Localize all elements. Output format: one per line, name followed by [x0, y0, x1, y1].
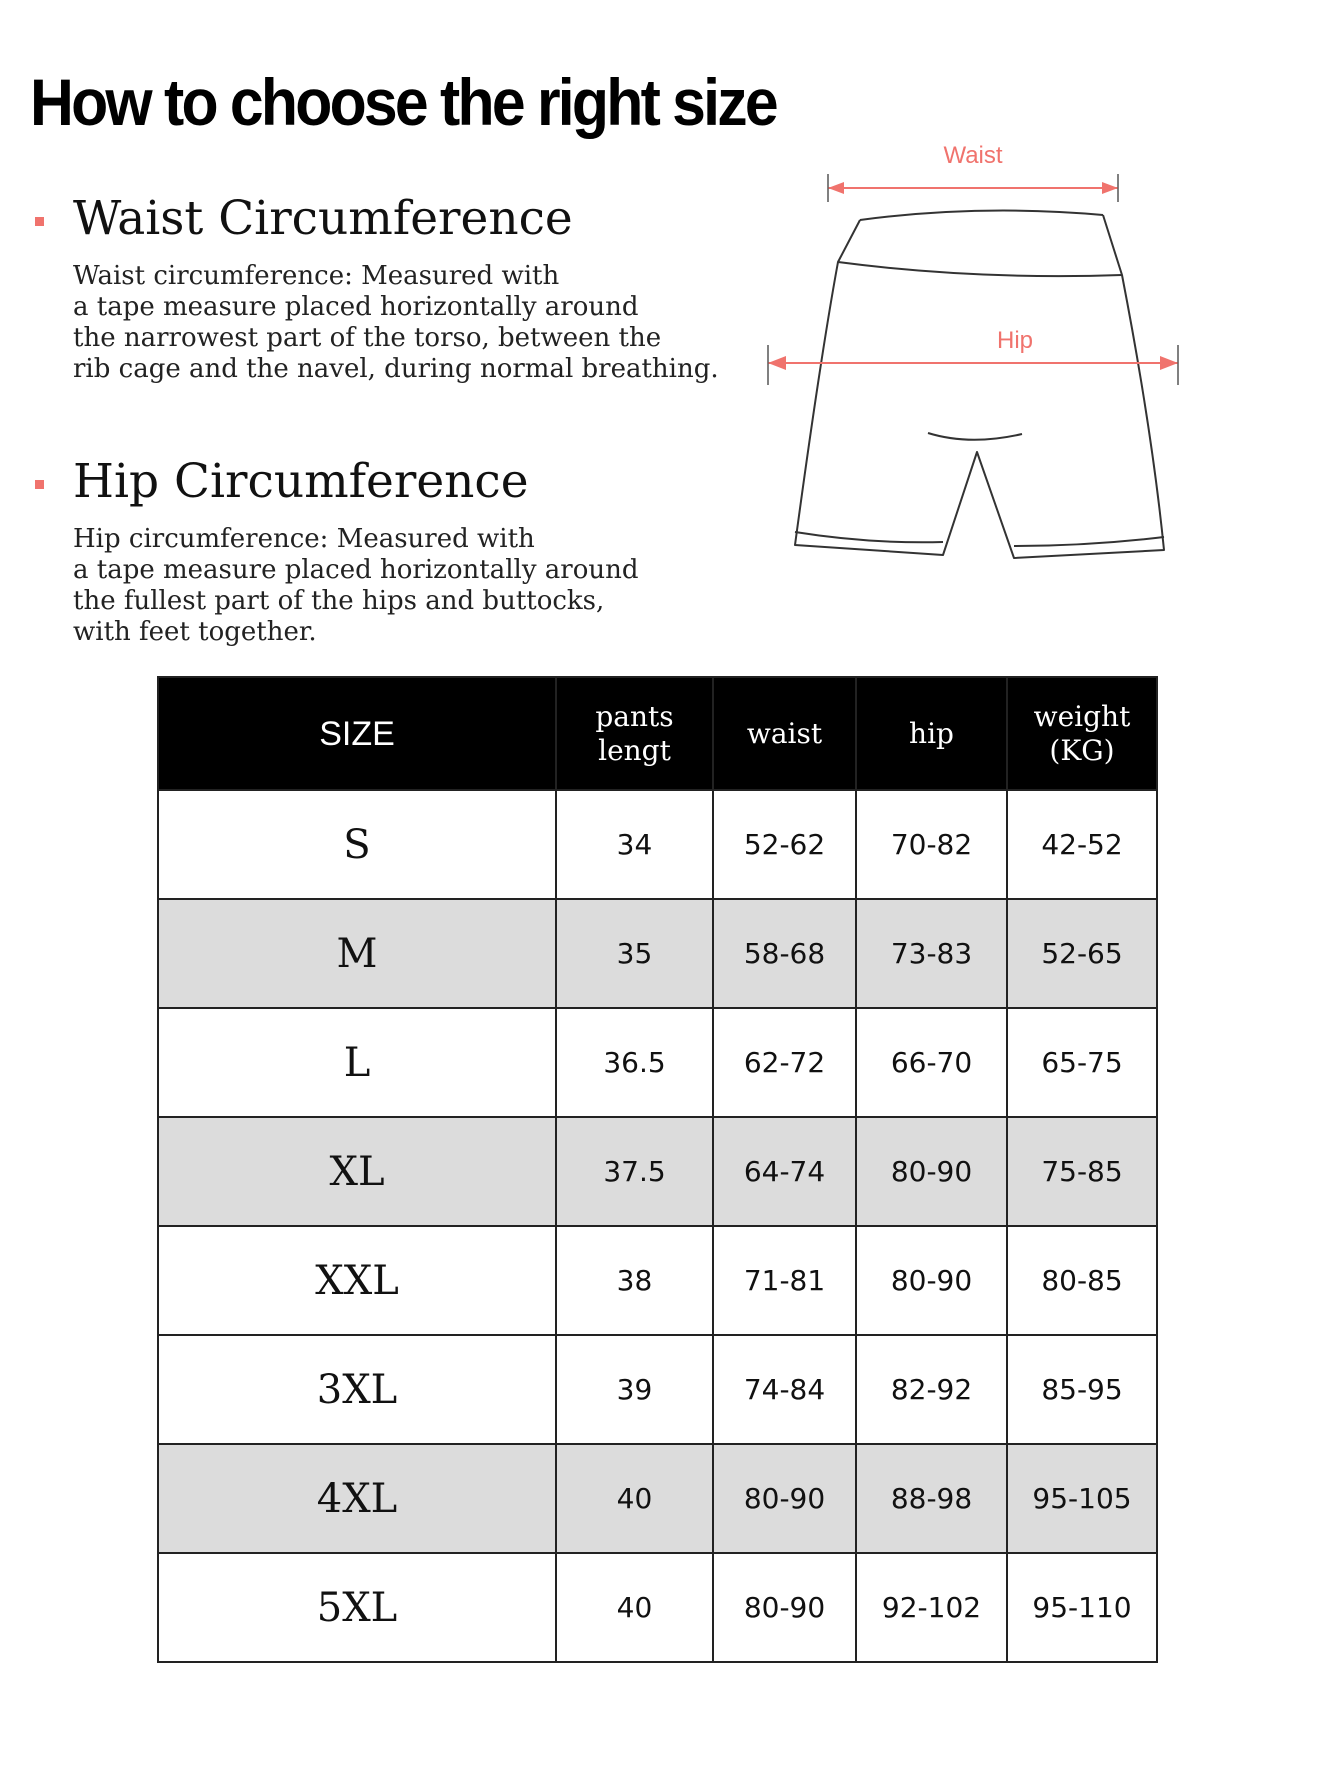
- waist-heading: Waist Circumference: [73, 191, 573, 246]
- header-size: [158, 677, 556, 790]
- table-cell: 64-74: [713, 1117, 856, 1226]
- table-cell: 80-90: [856, 1117, 1007, 1226]
- table-cell: 75-85: [1007, 1117, 1157, 1226]
- arrow-head-icon: [1160, 356, 1178, 370]
- table-header-row: [158, 677, 1157, 790]
- hip-line: with feet together.: [73, 617, 317, 647]
- table-cell: 71-81: [713, 1226, 856, 1335]
- table-cell: 42-52: [1007, 790, 1157, 899]
- bullet-icon: [35, 217, 44, 226]
- table-cell: 70-82: [856, 790, 1007, 899]
- table-cell: 92-102: [856, 1553, 1007, 1662]
- table-cell: 62-72: [713, 1008, 856, 1117]
- hip-label: Hip: [996, 327, 1034, 354]
- header-label: hip: [909, 716, 954, 750]
- size-cell: XXL: [158, 1226, 556, 1335]
- table-row: [158, 1008, 1157, 1117]
- header-pants-length: [556, 677, 713, 790]
- table-cell: 80-85: [1007, 1226, 1157, 1335]
- waist-line: rib cage and the navel, during normal breathing.: [73, 354, 719, 384]
- table-row: [158, 1335, 1157, 1444]
- size-chart-table: [157, 676, 1158, 1663]
- table-row: [158, 1553, 1157, 1662]
- table-cell: 35: [556, 899, 713, 1008]
- size-cell: 4XL: [158, 1444, 556, 1553]
- hip-line: Hip circumference: Measured with: [73, 524, 535, 554]
- size-cell: L: [158, 1008, 556, 1117]
- hip-heading: Hip Circumference: [73, 454, 529, 509]
- page-title: How to choose the right size: [30, 65, 776, 139]
- size-cell: S: [158, 790, 556, 899]
- table-row: [158, 1226, 1157, 1335]
- shorts-diagram: [760, 130, 1200, 590]
- table-cell: 36.5: [556, 1008, 713, 1117]
- table-cell: 52-62: [713, 790, 856, 899]
- table-cell: 38: [556, 1226, 713, 1335]
- header-weight: [1007, 677, 1157, 790]
- header-hip: [856, 677, 1007, 790]
- arrow-head-icon: [768, 356, 786, 370]
- hip-description: [73, 524, 753, 648]
- shorts-outline: [795, 211, 1164, 558]
- table-cell: 40: [556, 1444, 713, 1553]
- table-cell: 95-110: [1007, 1553, 1157, 1662]
- hip-line: the fullest part of the hips and buttocks,: [73, 586, 605, 616]
- table-row: [158, 1117, 1157, 1226]
- table-cell: 85-95: [1007, 1335, 1157, 1444]
- table-row: [158, 790, 1157, 899]
- table-cell: 58-68: [713, 899, 856, 1008]
- table-cell: 80-90: [713, 1553, 856, 1662]
- size-cell: XL: [158, 1117, 556, 1226]
- waist-line: a tape measure placed horizontally around: [73, 292, 639, 322]
- table-cell: 80-90: [713, 1444, 856, 1553]
- waist-line: the narrowest part of the torso, between the: [73, 323, 662, 353]
- header-label: pants: [595, 699, 674, 733]
- table-cell: 65-75: [1007, 1008, 1157, 1117]
- table-cell: 73-83: [856, 899, 1007, 1008]
- table-cell: 39: [556, 1335, 713, 1444]
- arrow-head-icon: [1102, 182, 1118, 194]
- size-cell: M: [158, 899, 556, 1008]
- size-cell: 3XL: [158, 1335, 556, 1444]
- arrow-head-icon: [828, 182, 844, 194]
- table-cell: 40: [556, 1553, 713, 1662]
- table-row: [158, 1444, 1157, 1553]
- waist-label: Waist: [943, 142, 1003, 169]
- table-cell: 95-105: [1007, 1444, 1157, 1553]
- table-cell: 66-70: [856, 1008, 1007, 1117]
- table-cell: 37.5: [556, 1117, 713, 1226]
- header-label: weight: [1033, 699, 1131, 733]
- bullet-icon: [35, 480, 44, 489]
- header-waist: [713, 677, 856, 790]
- table-cell: 34: [556, 790, 713, 899]
- table-cell: 88-98: [856, 1444, 1007, 1553]
- header-size-label: SIZE: [319, 714, 395, 753]
- table-cell: 74-84: [713, 1335, 856, 1444]
- header-label: lengt: [598, 733, 671, 767]
- size-cell: 5XL: [158, 1553, 556, 1662]
- header-label: (KG): [1049, 733, 1115, 767]
- hip-line: a tape measure placed horizontally around: [73, 555, 639, 585]
- waist-line: Waist circumference: Measured with: [73, 261, 560, 291]
- waist-description: [73, 261, 753, 385]
- table-cell: 52-65: [1007, 899, 1157, 1008]
- table-row: [158, 899, 1157, 1008]
- header-label: waist: [746, 716, 823, 750]
- table-cell: 82-92: [856, 1335, 1007, 1444]
- table-cell: 80-90: [856, 1226, 1007, 1335]
